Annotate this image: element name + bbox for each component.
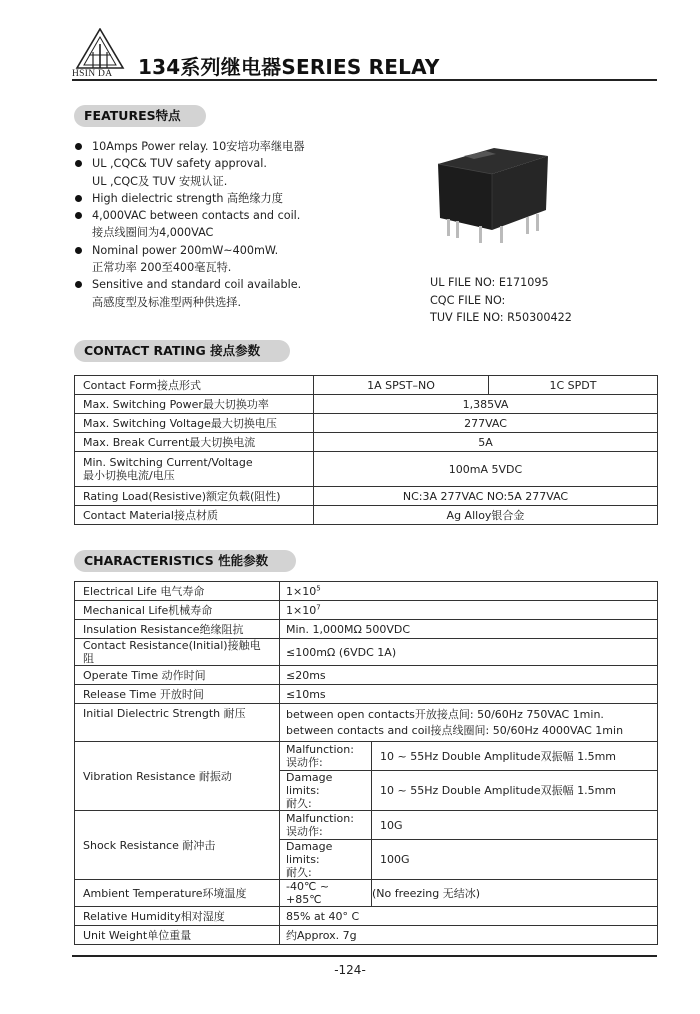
row-value: ≤10ms bbox=[280, 685, 658, 704]
row-label: Max. Switching Voltage最大切换电压 bbox=[75, 414, 314, 433]
table-row bbox=[75, 907, 658, 926]
features-heading: FEATURES特点 bbox=[74, 105, 206, 127]
row-value: 约Approx. 7g bbox=[280, 926, 658, 945]
row-label: Operate Time 动作时间 bbox=[75, 666, 280, 685]
feature-item: Nominal power 200mW~400mW. bbox=[74, 242, 434, 259]
mechanical-life-value: 1×10 bbox=[286, 603, 317, 617]
feature-item: 10Amps Power relay. 10安培功率继电器 bbox=[74, 138, 434, 155]
page-number: -124- bbox=[334, 963, 366, 977]
feature-item: 4,000VAC between contacts and coil. bbox=[74, 207, 434, 224]
row-label: Initial Dielectric Strength 耐压 bbox=[75, 704, 280, 742]
electrical-life-value: 1×10 bbox=[286, 584, 317, 598]
table-row bbox=[75, 620, 658, 639]
row-value: 100G bbox=[372, 840, 658, 880]
row-value: 5A bbox=[314, 433, 658, 452]
table-row bbox=[75, 666, 658, 685]
ul-file-no: UL FILE NO: E171095 bbox=[430, 276, 549, 289]
row-label: Shock Resistance 耐冲击 bbox=[75, 811, 280, 880]
table-row bbox=[75, 685, 658, 704]
row-value bbox=[280, 601, 658, 620]
table-row bbox=[75, 433, 658, 452]
table-row bbox=[75, 742, 658, 771]
row-value: Min. 1,000MΩ 500VDC bbox=[280, 620, 658, 639]
sub-label-en: Damage limits: bbox=[286, 840, 333, 866]
sub-label-en: Malfunction: bbox=[286, 812, 354, 825]
table-row bbox=[75, 376, 658, 395]
sub-label bbox=[280, 771, 372, 811]
certification-files bbox=[430, 274, 572, 327]
row-value: 1,385VA bbox=[314, 395, 658, 414]
sub-label-cn: 误动作: bbox=[286, 825, 323, 838]
row-label: Max. Switching Power最大切换功率 bbox=[75, 395, 314, 414]
feature-item-sub: UL ,CQC及 TUV 安规认证. bbox=[92, 174, 228, 188]
tuv-file-no: TUV FILE NO: R50300422 bbox=[430, 311, 572, 324]
features-list bbox=[74, 138, 434, 311]
feature-item: UL ,CQC& TUV safety approval. bbox=[74, 155, 434, 172]
electrical-life-exponent: 5 bbox=[316, 583, 321, 592]
table-row bbox=[75, 926, 658, 945]
row-label: Relative Humidity相对湿度 bbox=[75, 907, 280, 926]
row-label: Contact Form接点形式 bbox=[75, 376, 314, 395]
footer-rule bbox=[72, 955, 657, 957]
row-label-en: Min. Switching Current/Voltage bbox=[83, 456, 253, 469]
row-label-cn: 最小切换电流/电压 bbox=[83, 469, 175, 482]
row-label: Ambient Temperature环境温度 bbox=[75, 880, 280, 907]
table-row bbox=[75, 639, 658, 666]
row-value: 10G bbox=[372, 811, 658, 840]
row-value: 85% at 40° C bbox=[280, 907, 658, 926]
mechanical-life-exponent: 7 bbox=[316, 602, 321, 611]
row-label: Insulation Resistance绝缘阻抗 bbox=[75, 620, 280, 639]
sub-label-cn: 误动作: bbox=[286, 756, 323, 769]
row-value: 1A SPST–NO bbox=[314, 376, 489, 395]
contact-rating-table bbox=[74, 375, 658, 525]
logo-text: HSIN DA bbox=[72, 69, 113, 79]
sub-label bbox=[280, 811, 372, 840]
characteristics-table bbox=[74, 581, 658, 945]
sub-label-cn: 耐久: bbox=[286, 866, 312, 879]
row-label: Mechanical Life机械寿命 bbox=[75, 601, 280, 620]
row-label: Rating Load(Resistive)额定负载(阻性) bbox=[75, 487, 314, 506]
table-row bbox=[75, 414, 658, 433]
feature-item: High dielectric strength 高绝缘力度 bbox=[74, 190, 434, 207]
dielectric-line-open: between open contacts开放接点间: 50/60Hz 750VAC 1min. bbox=[286, 708, 604, 721]
feature-item: Sensitive and standard coil available. bbox=[74, 276, 434, 293]
row-label: Contact Material接点材质 bbox=[75, 506, 314, 525]
sub-label-en: Malfunction: bbox=[286, 743, 354, 756]
row-label: Contact Resistance(Initial)接触电阻 bbox=[75, 639, 280, 666]
row-value bbox=[280, 582, 658, 601]
row-label bbox=[75, 452, 314, 487]
feature-item-sub: 高感度型及标准型两种供选择. bbox=[92, 295, 241, 309]
table-row bbox=[75, 487, 658, 506]
table-row bbox=[75, 811, 658, 840]
row-value: 10 ~ 55Hz Double Amplitude双振幅 1.5mm bbox=[372, 771, 658, 811]
title-rule bbox=[72, 79, 657, 81]
row-value bbox=[280, 704, 658, 742]
table-row bbox=[75, 704, 658, 742]
feature-item-sub: 接点线圈间为4,000VAC bbox=[92, 226, 214, 240]
characteristics-heading: CHARACTERISTICS 性能参数 bbox=[74, 550, 296, 572]
table-row bbox=[75, 880, 658, 907]
row-value: 1C SPDT bbox=[489, 376, 658, 395]
row-value: Ag Alloy银合金 bbox=[314, 506, 658, 525]
dielectric-line-coil: between contacts and coil接点线圈间: 50/60Hz 4000VAC 1min bbox=[286, 724, 624, 737]
row-note: (No freezing 无结冰) bbox=[372, 880, 658, 907]
contact-rating-heading: CONTACT RATING 接点参数 bbox=[74, 340, 290, 362]
table-row bbox=[75, 395, 658, 414]
row-value: NC:3A 277VAC NO:5A 277VAC bbox=[314, 487, 658, 506]
sub-label-en: Damage limits: bbox=[286, 771, 333, 797]
row-value: ≤20ms bbox=[280, 666, 658, 685]
row-label: Vibration Resistance 耐振动 bbox=[75, 742, 280, 811]
row-value: 10 ~ 55Hz Double Amplitude双振幅 1.5mm bbox=[372, 742, 658, 771]
table-row bbox=[75, 601, 658, 620]
row-value: ≤100mΩ (6VDC 1A) bbox=[280, 639, 658, 666]
row-label: Release Time 开放时间 bbox=[75, 685, 280, 704]
table-row bbox=[75, 452, 658, 487]
row-label: Unit Weight单位重量 bbox=[75, 926, 280, 945]
table-row bbox=[75, 582, 658, 601]
relay-product-image bbox=[432, 142, 554, 248]
row-label: Max. Break Current最大切换电流 bbox=[75, 433, 314, 452]
page-title: 134系列继电器SERIES RELAY bbox=[138, 55, 440, 79]
feature-item-sub: 正常功率 200至400毫瓦特. bbox=[92, 261, 232, 275]
sub-label bbox=[280, 742, 372, 771]
cqc-file-no: CQC FILE NO: bbox=[430, 293, 506, 307]
row-value: -40℃ ~ +85℃ bbox=[280, 880, 372, 907]
sub-label bbox=[280, 840, 372, 880]
row-value: 277VAC bbox=[314, 414, 658, 433]
row-label: Electrical Life 电气寿命 bbox=[75, 582, 280, 601]
row-value: 100mA 5VDC bbox=[314, 452, 658, 487]
table-row bbox=[75, 506, 658, 525]
sub-label-cn: 耐久: bbox=[286, 797, 312, 810]
